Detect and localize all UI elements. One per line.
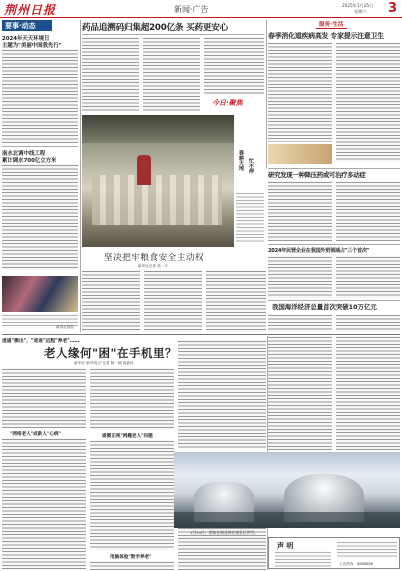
feature-sub4: 用脑体验"数字养老": [110, 555, 152, 560]
snow-caption: 1月24日，游客在湖北神农架景区赏雪。: [190, 530, 258, 535]
adhd-headline: 研究发现一种降压药或可治疗多动症: [268, 171, 366, 179]
grain-story: [82, 250, 266, 332]
feature-body-col1b: [2, 438, 86, 570]
story1-body: [2, 49, 78, 143]
feature-body-col2c: [90, 561, 174, 570]
pharma-body-col2: [143, 37, 200, 111]
ocean-body-col1: [268, 314, 332, 332]
ocean-body-cont-col2: [336, 336, 400, 450]
adhd-body-col1: [268, 181, 332, 241]
feature-body-col2b: [90, 440, 174, 550]
pharma-headline: 药品追溯码归集超200亿条 买药更安心: [82, 23, 229, 33]
newspaper-logo: 荆州日报: [4, 3, 57, 17]
ocean-body-cont-col1: [268, 336, 332, 450]
section-label: 新闻·广告: [174, 5, 209, 14]
story2-title: 南水北调中线工程: [2, 151, 46, 157]
notice-body-right: [337, 541, 397, 559]
left-banner: 要事·动态: [2, 20, 52, 31]
feature-sub1: "网络老人"成新人"心病": [10, 432, 61, 437]
feature-headline: 老人缘何"困"在手机里？: [44, 346, 177, 360]
digestive-illustration: [268, 144, 332, 164]
grain-body-col2: [144, 270, 202, 332]
today-stamp: 今日·聚焦: [212, 99, 243, 107]
top-center-story: [82, 20, 264, 112]
story2-body: [2, 164, 78, 270]
left-column: [2, 20, 78, 332]
adhd-body-col2: [336, 181, 400, 241]
pharma-body-col3: [204, 37, 264, 95]
enterprise-body-col2: [336, 256, 400, 298]
right-stories: [268, 168, 400, 332]
date-line: 2025年1月25日: [342, 3, 374, 8]
digestive-headline: 春季消化道疾病高发 专家提示注意卫生: [268, 32, 384, 40]
story1-title: 2024年天天环境日: [2, 36, 50, 42]
digestive-body-col2: [336, 42, 400, 162]
center-photo-caption: [236, 150, 264, 247]
service-tag: 服务·生活: [316, 20, 347, 29]
grain-headline: 坚决把牢粮食安全主动权: [104, 253, 205, 263]
pharma-body-col1: [82, 37, 139, 111]
grain-body-col3: [206, 270, 266, 332]
snow-photo: [174, 452, 400, 528]
feature-body-col1: [2, 368, 86, 428]
enterprise-headline: 2024年民营企业在我国外贸领域占"三个首次": [268, 248, 370, 254]
notice-box: [268, 537, 400, 569]
digestive-body-col1: [268, 42, 332, 142]
page-number: 3: [388, 1, 398, 16]
ocean-headline: 我国海洋经济总量首次突破10万亿元: [272, 303, 377, 311]
ocean-body-col2: [336, 314, 400, 332]
feature-body-col2: [90, 368, 174, 430]
enterprise-body-col1: [268, 256, 332, 298]
caption-sub: 忙不停: [248, 158, 254, 174]
feature-sub2: 亟需正视"网瘾老人"问题: [102, 434, 153, 439]
grain-body-col1: [82, 270, 140, 332]
feature-byline: 新华社"新华视点"记者 陈一楠 周嘉伟: [74, 361, 134, 365]
grain-byline: 新华社记者 高一丰: [138, 264, 168, 268]
notice-title: 声 明: [277, 542, 294, 550]
story1-subtitle: 主题为"美丽中国我先行": [2, 43, 62, 49]
right-top-story: [268, 20, 400, 168]
center-photo: [82, 115, 234, 247]
notice-hotline: 公告热线：8888888: [339, 562, 373, 566]
left-photo-caption: 新春走基层: [56, 325, 74, 329]
story2-subtitle: 累计调水700亿立方米: [2, 158, 57, 164]
feature-body-col3: [178, 340, 266, 448]
left-photo: [2, 276, 78, 312]
caption-title: 春耕大地: [238, 150, 244, 171]
notice-body: [275, 551, 331, 567]
weekday: 星期六: [354, 9, 367, 14]
masthead: [0, 0, 402, 18]
feature-kicker: 逍遥"搬出"，"迎进"远程"养老"……: [2, 339, 80, 344]
